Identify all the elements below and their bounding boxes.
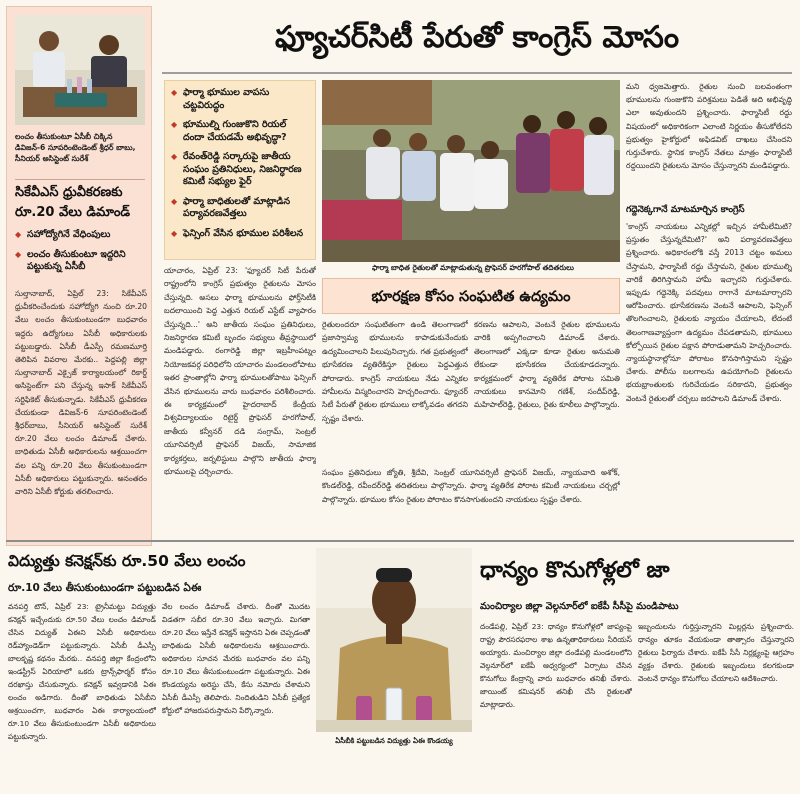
bribe-headline: సికేవీఎస్ ధ్రువీకరణకు రూ.20 వేలు డిమాండ్: [15, 185, 131, 220]
highlights-list: [171, 87, 309, 240]
grain-headline: ధాన్యం కొనుగోళ్లలో జా: [480, 558, 670, 583]
grain-subheadline: మంచిర్యాల జిల్లా వెల్గనూర్‌లో ఐకేపీ సీసీపై మండిపాటు: [480, 601, 679, 612]
grain-body-2: ఇబ్బందులను గుర్తిస్తున్నారని మిల్లర్లను ప్రశ్నించారు. ధాన్యం తూకం వేయకుండా తాత్సారం చేస్తున్నారని రైతులు ఫిర్యాదు చేశారు. ఐకేపీ సీసీ నిర్లక్ష్యంపై ఆగ్రహం వ్యక్తం చేశారు. రైతులకు ఇబ్బందులు కలగకుండా వెంటనే ధాన్యం కొనుగోలు చేయాలని ఆదేశించారు.: [638, 622, 794, 683]
bribe-bullet: ◆ లంచం తీసుకుంటూ ఇద్దరిని పట్టుకున్న ఏసీబీ: [15, 249, 147, 274]
bribe-bullets: [15, 229, 147, 289]
main-subhead: భూరక్షణ కోసం సంఘటిత ఉద్యమం: [371, 289, 571, 305]
main-column-3: కరణను ఆపాలని, వెంటనే రైతుల భూములను వారికి అప్పగించాలని డిమాండ్ చేశారు. తెలంగాణలో ఎక్కడా కూడా రైతుల అనుమతి లేకుండా భూసేకరణ చేయకూడదన్నారు. కార్యక్రమంలో ఫార్మా వ్యతిరేక పోరాట సమితి నాయకులు కానమోని గణేశ్, సందీప్‌రెడ్డి, మహిపాల్‌రెడ్డి, రైతులు, రైతు కూలీలు పాల్గొన్నారు.: [474, 320, 620, 410]
electricity-photo: [316, 548, 472, 732]
bribe-photo: [15, 15, 145, 125]
bribe-bullet: ◆ సహోద్యోగినే వేధింపులు: [15, 229, 147, 242]
main-photo: [322, 80, 620, 262]
bribe-photo-caption: లంచం తీసుకుంటూ ఏసీబీ చిక్కిన డివిజన్-6 సూపరింటెండెంట్ శ్రీధర్ బాబు, సీనియర్ అసిస్టెంట్ సురేశ్: [15, 132, 136, 163]
main-photo-caption: ఫార్మా బాధిత రైతులతో మాట్లాడుతున్న ప్రొఫెసర్ హరగోపాల్ తదితరులు: [372, 263, 574, 272]
highlight-item: ◆ ఫార్మా బాధితులతో మాట్లాడిన పర్యావరణవేత్తలు: [171, 196, 309, 221]
bribe-story-1: [6, 6, 152, 546]
main-headline: ఫ్యూచర్‌సిటీ పేరుతో కాంగ్రెస్ మోసం: [274, 20, 680, 55]
main-column-bottom: సంఘం ప్రతినిధులు జ్యోతి, శ్రీదేవి, సెంట్రల్ యూనివర్సిటీ ప్రొఫెసర్ విజయ్, న్యాయవాది అశోక్, కొండల్‌రెడ్డి, రవీందర్‌రెడ్డి తదితరులు పాల్గొన్నారు. ఫార్మా వ్యతిరేక పోరాట కమిటీ నాయకులు చర్చల్లో పాల్గొన్నారు. భూముల కోసం రైతుల పోరాటం కొనసాగుతుందని నాయకులు స్పష్టం చేశారు.: [322, 468, 620, 504]
highlight-item: ◆ ఫెన్సింగ్ వేసిన భూముల పరిశీలన: [171, 228, 309, 241]
highlight-item: ◆ ఫార్మా భూముల వాపసు చట్టవిరుద్ధం: [171, 87, 309, 112]
electricity-photo-svg: [316, 548, 472, 732]
right-subhead: గద్దెనెక్కగానే మాటమార్చిన కాంగ్రెస్: [626, 205, 745, 215]
main-photo-svg: [322, 80, 620, 262]
electricity-headline: విద్యుత్తు కనెక్షన్‌కు రూ.50 వేలు లంచం: [8, 552, 246, 570]
main-subhead-box: [322, 278, 620, 314]
main-column-right-2: 'కాంగ్రెస్ నాయకులు ఎన్నికల్లో ఇచ్చిన హామీలేమిటి? ప్రస్తుతం చేస్తున్నదేమిటి?' అని పర్యావరణవేత్తలు ప్రశ్నించారు. అధికారంలోకి వస్తే 2013 చట్టం అమలు చేస్తామని, ఫార్మాసిటీ రద్దు చేస్తామని, రైతుల భూముల్ని వారికే తిరిగిస్తామని హామీ ఇచ్చారని గుర్తుచేశారు. ఇప్పుడు గద్దెనెక్కి పదవులు రాగానే మాటమార్చారని ఆరోపించారు. భూసేకరణను వెంటనే ఆపాలని, ఫెన్సింగ్ తొలగించాలని, రైతులకు న్యాయం చేయాలని, లేదంటే తెలంగాణవ్యాప్తంగా ఉద్యమం చేపడతామని, భూములు కోల్పోయిన రైతుల పక్షాన పోరాడుతామని హెచ్చరించారు. న్యాయస్థానాల్లోనూ పోరాటం కొనసాగిస్తామని స్పష్టం చేశారు. పోలీసు బలగాలను ఉపయోగించి రైతులను భయభ్రాంతులకు గురిచేయడం సరికాదని, ప్రభుత్వం వెంటనే రైతులతో చర్చలు జరపాలని డిమాండ్ చేశారు.: [626, 222, 792, 403]
grain-body-1: దండేపల్లి, ఏప్రిల్ 23: ధాన్యం కొనుగోళ్లలో జాప్యంపై రాష్ట్ర పౌరసరఫరాల శాఖ ఉన్నతాధికారులు సీరియస్ అయ్యారు. మంచిర్యాల జిల్లా దండేపల్లి మండలంలోని వెల్గనూర్‌లో ఐకేపీ ఆధ్వర్యంలో ఏర్పాటు చేసిన కొనుగోలు కేంద్రాన్ని వారు బుధవారం తనిఖీ చేశారు. జాయింట్ కమిషనర్ తనిఖీ చేసి రైతులతో మాట్లాడారు.: [480, 622, 632, 709]
main-highlights: [164, 80, 316, 260]
electricity-photo-caption: ఏసీబీకి పట్టుబడిన విద్యుత్తు ఏఈ కొండయ్య: [335, 737, 453, 745]
electricity-subheadline: రూ.10 వేలు తీసుకుంటుండగా పట్టుబడిన ఏఈ: [8, 582, 202, 594]
highlight-item: ◆ భూముల్ని గుంజుకొని రియల్ దందా చేయడమే అభివృద్ధా?: [171, 119, 309, 144]
bribe-body: సుల్తానాబాద్, ఏప్రిల్ 23: సికేవీఎస్ ధ్రువీకరించేందుకు సహోద్యోగి నుంచి రూ.20 వేలు లంచం తీసుకుంటుండగా బుధవారం ఇద్దరు ఉద్యోగులు ఏసీబీ అధికారులకు పట్టుబడ్డారు. ఏసీబీ డీఎస్పీ రమణమూర్తి తెలిపిన వివరాల మేరకు.. పెద్దపల్లి జిల్లా సుల్తానాబాద్ ఎక్సైజ్ కార్యాలయంలో రికార్డ్ అసిస్టెంట్‌గా పని చేస్తున్న ఇసాక్ సికేవీఎస్ సర్టిఫికెట్ తీసుకున్నాడు. సికేవీఎస్ ధ్రువీకరణ చేయకుండా డివిజన్-6 సూపరింటెండెంట్ శ్రీధర్‌బాబు, సీనియర్ అసిస్టెంట్ సురేశ్ రూ.20 వేలు లంచం డిమాండ్ చేశారు. బాధితుడు ఏసీబీ అధికారులను ఆశ్రయించగా వల పన్ని రూ.20 వేలు తీసుకుంటుండగా ఏసీబీ అధికారులు పట్టుకున్నారు. అనంతరం వారిని ఏసీబీ కోర్టుకు తరలించారు.: [15, 289, 147, 497]
main-column-right: మని ధ్వజమెత్తారు. రైతుల నుంచి బలవంతంగా భూములను గుంజుకొని పరిశ్రమలు పెడితే అది అభివృద్ధి ఎలా అవుతుందని ప్రశ్నించారు. ఫార్మాసిటీ రద్దు విషయంలో అధికారికంగా ఎలాంటి నిర్ణయం తీసుకోలేదని ప్రభుత్వం హైకోర్టులో అఫిడవిట్ దాఖలు చేసిందని గుర్తుచేశారు. స్థానిక కాంగ్రెస్ నేతలు మాత్రం ఫార్మాసిటీ రద్దయిందని రైతులను మోసం చేస్తున్నారని మండిపడ్డారు.: [626, 82, 792, 171]
main-column-1: యాచారం, ఏప్రిల్ 23: 'ఫ్యూచర్ సిటీ పేరుతో రాష్ట్రంలోని కాంగ్రెస్ ప్రభుత్వం రైతులను మోసం చేస్తున్నది. అసలు ఫార్మా భూములను ఫోర్త్‌సిటీకి బదలాయించి పెద్ద ఎత్తున రియల్ ఎస్టేట్ వ్యాపారం చేస్తున్నది...' అని జాతీయ సంఘం ప్రతినిధులు, నిజనిర్ధారణ కమిటీ బృందం సభ్యులు తీవ్రస్థాయిలో మండిపడ్డారు. రంగారెడ్డి జిల్లా ఇబ్రహీంపట్నం నియోజకవర్గ పరిధిలోని యాచారం మండలంలోపాటు ఇతర ప్రాంతాల్లోని ఫార్మా భూములతోపాటు ఫెన్సింగ్ వేసిన భూములను వారు బుధవారం పరిశీలించారు. ఈ కార్యక్రమంలో హైదరాబాద్ కేంద్రీయ విశ్వవిద్యాలయం రిటైర్డ్ ప్రొఫెసర్ హరగోపాల్, జాతీయ కన్వీనర్ దడి సంగ్రామ్, సెంట్రల్ యూనివర్సిటీ ప్రొఫెసర్ విజయ్, సామాజిక కార్యకర్తలు, జర్నలిస్టులు పాల్గొని జాతీయ ఫార్మా భూములపై చర్చించారు.: [164, 266, 316, 477]
main-column-2: రైతులందరూ సంఘటితంగా ఉండి తెలంగాణలో ప్రజాస్వామ్య భూములను కాపాడుకునేందుకు ఉద్యమించాలని పిలుపునిచ్చారు. గత ప్రభుత్వంలో భూసేకరణ వ్యతిరేకిస్తూ రైతులు పెద్దఎత్తున పోరాడారు. కాంగ్రెస్ నాయకులు నేడు ఎన్నికల హామీలను విస్మరించారని హెచ్చరించారు. ఫ్యూచర్ సిటీ పేరుతో రైతుల భూములు లాక్కోవడం తగదని స్పష్టం చేశారు.: [322, 320, 468, 423]
electricity-body-2: వేల లంచం డిమాండ్ చేశారు. దీంతో మొదట విడతగా సబీర రూ.30 వేలు ఇచ్చారు. మిగతా రూ.20 వేలు ఇస్తేనే కనెక్షన్ ఇస్తానని ఏఈ చెప్పడంతో బాధితుడు ఏసీబీ అధికారులను ఆశ్రయించారు. అధికారుల సూచన మేరకు బుధవారం వల పన్ని రూ.10 వేలు తీసుకుంటుండగా పట్టుకున్నారు. ఏఈ కొండయ్యను అరెస్టు చేసి, కేసు నమోదు చేశామని ఏసీబీ డీఎస్పీ తెలిపారు. నిందితుడిని ఏసీబీ ప్రత్యేక కోర్టులో హాజరుపరుస్తామని పేర్కొన్నారు.: [162, 602, 310, 715]
electricity-body-1: వనపర్తి టౌన్, ఏప్రిల్ 23: ట్రైనీమట్టు విద్యుత్తు కనెక్షన్ ఇచ్చేందుకు రూ.50 వేలు లంచం డిమాండ్ చేసిన విద్యుత్ ఏఈని ఏసీబీ అధికారులు రెడ్‌హ్యాండెడ్‌గా పట్టుకున్నారు. ఏసీబీ డీఎస్పీ బాలకృష్ణ కథనం మేరకు.. వనపర్తి జిల్లా కేంద్రంలోని ఇండస్ట్రీస్ ఏరియాలో ఒకరు ట్రాన్స్‌ఫార్మర్ కోసం దరఖాస్తు చేసుకున్నారు. కనెక్షన్ ఇవ్వడానికి ఏఈ లంచం అడిగారు. దీంతో బాధితుడు ఏసీబీని ఆశ్రయించగా, బుధవారం ఏఈ కార్యాలయంలో రూ.10 వేలు తీసుకుంటుండగా ఏసీబీ అధికారులు పట్టుకున్నారు.: [8, 602, 156, 741]
highlight-item: ◆ రేవంత్‌రెడ్డి సర్కారుపై జాతీయ సంఘం ప్రతినిధులు, నిజనిర్ధారణ కమిటీ సభ్యుల ఫైర్: [171, 151, 309, 189]
bribe-photo-svg: [15, 15, 145, 125]
